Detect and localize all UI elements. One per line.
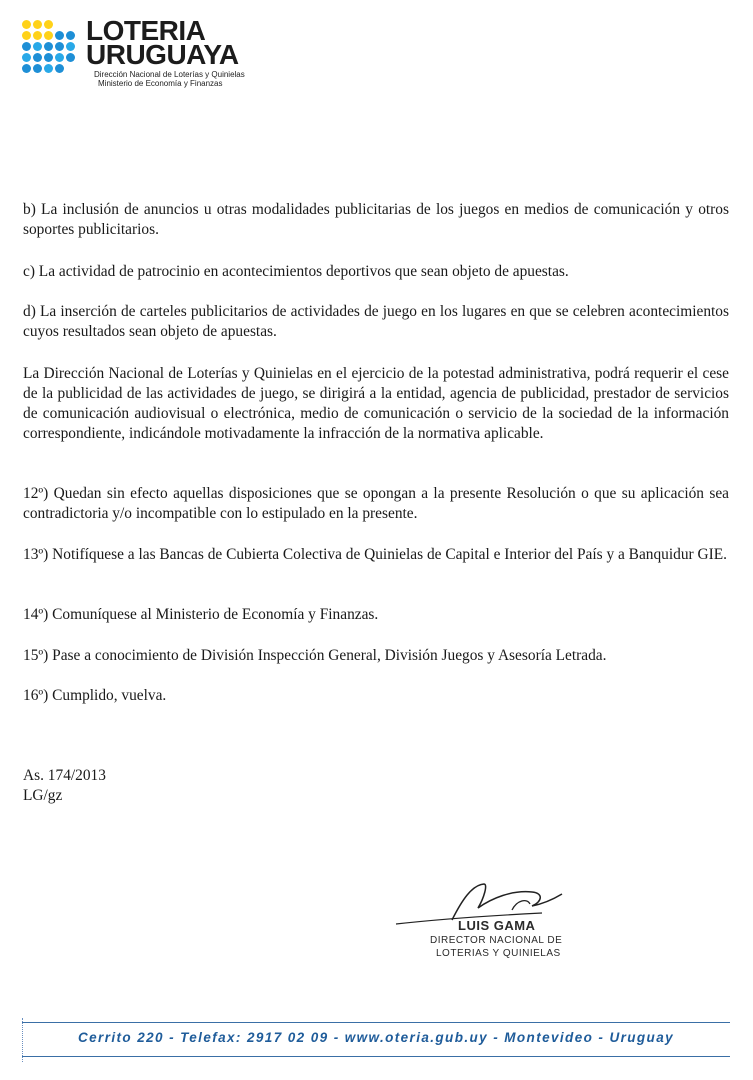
logo-wordmark <box>86 15 256 88</box>
paragraph-b: b) La inclusión de anuncios u otras modalidades publicitarias de los juegos en medios de comunicación y otros soportes publicitarios. <box>23 201 729 238</box>
footer-contact: Cerrito 220 - Telefax: 2917 02 09 - www.oteria.gub.uy - Montevideo - Uruguay <box>77 1030 675 1045</box>
footer-bottom-rule <box>22 1056 730 1057</box>
logo-dot <box>22 64 31 73</box>
logo-dot <box>33 20 42 29</box>
logo-dot <box>55 31 64 40</box>
logo-dot <box>33 53 42 62</box>
paragraph-15: 15º) Pase a conocimiento de División Inspección General, División Juegos y Asesoría Letrada. <box>23 647 607 664</box>
signatory-name: LUIS GAMA <box>458 918 536 933</box>
paragraph-13: 13º) Notifíquese a las Bancas de Cubierta Colectiva de Quinielas de Capital e Interior del País y a Banquidur GIE. <box>23 546 727 563</box>
logo-dot <box>55 53 64 62</box>
logo-dot <box>22 20 31 29</box>
logo-subtitle-2: Ministerio de Economía y Finanzas <box>98 79 223 88</box>
loteria-logo <box>22 15 252 90</box>
logo-dot <box>33 42 42 51</box>
logo-subtitle-1: Dirección Nacional de Loterías y Quinielas <box>94 70 245 79</box>
logo-dot <box>44 64 53 73</box>
logo-dot <box>44 20 53 29</box>
logo-dot <box>66 42 75 51</box>
paragraph-d: d) La inserción de carteles publicitarios de actividades de juego en los lugares en que se celebren acontecimientos cuyos resultados sean objeto de apuestas. <box>23 303 729 340</box>
logo-dot <box>33 64 42 73</box>
logo-dot-pattern <box>22 18 88 74</box>
logo-dot <box>66 31 75 40</box>
signature-block <box>392 880 592 970</box>
paragraph-16: 16º) Cumplido, vuelva. <box>23 687 167 704</box>
file-reference <box>23 766 106 806</box>
logo-line-2: URUGUAYA <box>86 39 239 70</box>
logo-dot <box>55 64 64 73</box>
signatory-title-2: LOTERIAS Y QUINIELAS <box>436 948 561 959</box>
signatory-title-1: DIRECTOR NACIONAL DE <box>430 935 563 946</box>
paragraph-directive: La Dirección Nacional de Loterías y Quinielas en el ejercicio de la potestad administrativa, podrá requerir el cese de la publicidad de las actividades de juego, se dirigirá a la entidad, agencia de publicidad, prestador de servicios de comunicación audiovisual o electrónica, medio de comunicación o servicio de la sociedad de la información correspondiente, indicándole motivadamente la infracción de la normativa aplicable. <box>23 365 729 442</box>
logo-dot <box>22 53 31 62</box>
footer-top-rule <box>22 1022 730 1023</box>
paragraph-14: 14º) Comuníquese al Ministerio de Economía y Finanzas. <box>23 606 379 623</box>
logo-dot <box>22 31 31 40</box>
logo-dot <box>33 31 42 40</box>
logo-dot <box>66 53 75 62</box>
logo-line-1: LOTERIA <box>86 15 206 46</box>
paragraph-12: 12º) Quedan sin efecto aquellas disposiciones que se opongan a la presente Resolución o que su aplicación sea contradictoria y/o incompatible con lo estipulado en la presente. <box>23 485 729 522</box>
logo-dot <box>44 53 53 62</box>
logo-dot <box>44 31 53 40</box>
logo-dot <box>44 42 53 51</box>
logo-dot <box>22 42 31 51</box>
logo-dot <box>55 42 64 51</box>
paragraph-c: c) La actividad de patrocinio en acontecimientos deportivos que sean objeto de apuestas. <box>23 263 569 280</box>
reference-initials: LG/gz <box>23 787 63 804</box>
reference-number: As. 174/2013 <box>23 767 106 784</box>
